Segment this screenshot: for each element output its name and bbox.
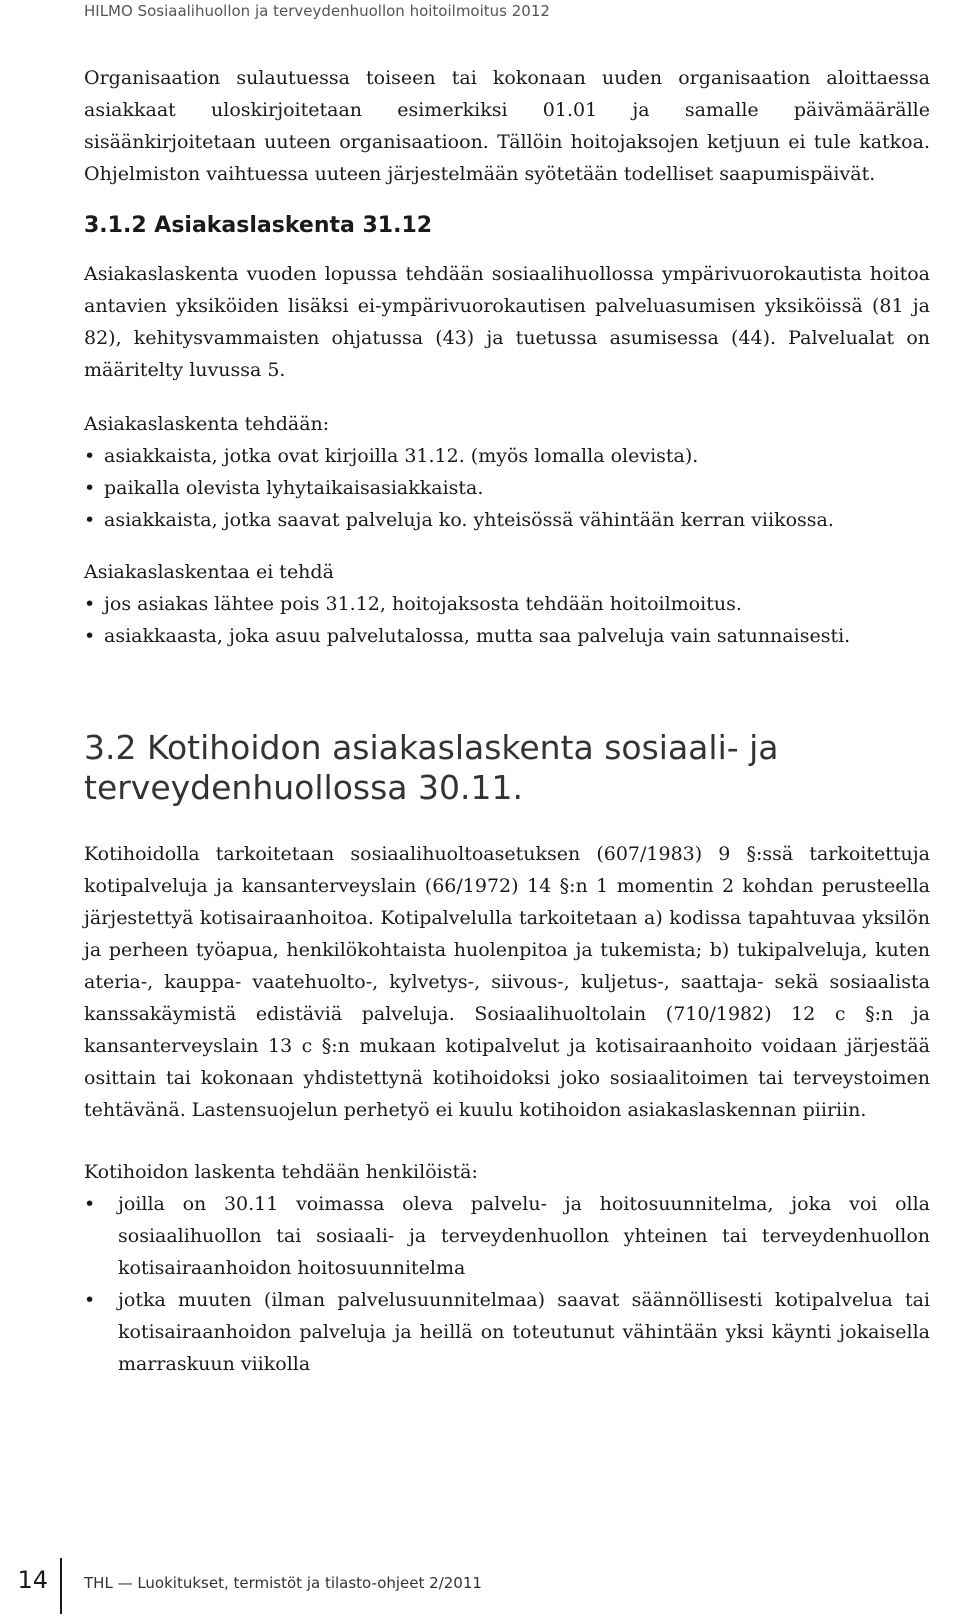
list-item: • paikalla olevista lyhytaikaisasiakkaista. (84, 472, 930, 504)
list-item: • jotka muuten (ilman palvelusuunnitelmaa) saavat säännöllisesti kotipalvelua tai kotisairaanhoidon palveluja ja heillä on toteutunut vähintään yksi käynti jokaisella marraskuun viikolla (84, 1284, 930, 1380)
not-done-list (84, 588, 930, 652)
list-item: • asiakkaista, jotka saavat palveluja ko. yhteisössä vähintään kerran viikossa. (84, 504, 930, 536)
page-number: 14 (17, 1566, 48, 1594)
count-list-intro: Kotihoidon laskenta tehdään henkilöistä: (84, 1161, 478, 1183)
intro-paragraph: Organisaation sulautuessa toiseen tai kokonaan uuden organisaation aloittaessa asiakkaat uloskirjoitetaan esimerkiksi 01.01 ja samalle päivämäärälle sisäänkirjoitetaan uuteen organisaatioon. Tällöin hoitojaksojen ketjuun ei tule katkoa. Ohjelmiston vaihtuessa uuteen järjestelmään syötetään todelliset saapumispäivät. (84, 67, 930, 185)
footer-publication: THL — Luokitukset, termistöt ja tilasto-ohjeet 2/2011 (84, 1574, 482, 1592)
section-heading-3-1-2: 3.1.2 Asiakaslaskenta 31.12 (84, 213, 433, 238)
list-item: • asiakkaista, jotka ovat kirjoilla 31.12. (myös lomalla olevista). (84, 440, 930, 472)
footer-divider (60, 1558, 62, 1614)
list-item: • asiakkaasta, joka asuu palvelutalossa, mutta saa palveluja vain satunnaisesti. (84, 620, 930, 652)
not-done-list-intro: Asiakaslaskentaa ei tehdä (84, 561, 334, 583)
list-item: • joilla on 30.11 voimassa oleva palvelu- ja hoitosuunnitelma, joka voi olla sosiaalihuollon tai sosiaali- ja terveydenhuollon yhteinen tai terveydenhuollon kotisairaanhoidon hoitosuunnitelma (84, 1188, 930, 1284)
section-heading-3-2: 3.2 Kotihoidon asiakaslaskenta sosiaali- ja terveydenhuollossa 30.11. (84, 728, 779, 807)
running-header: HILMO Sosiaalihuollon ja terveydenhuollon hoitoilmoitus 2012 (84, 2, 550, 20)
section-3-1-2-paragraph: Asiakaslaskenta vuoden lopussa tehdään sosiaalihuollossa ympärivuorokautista hoitoa antavien yksiköiden lisäksi ei-ympärivuorokautisen palveluasumisen yksiköissä (81 ja 82), kehitysvammaisten ohjatussa (43) ja tuetussa asumisessa (44). Palvelualat on määritelty luvussa 5. (84, 263, 930, 381)
page-content (84, 62, 930, 1380)
done-list-intro: Asiakaslaskenta tehdään: (84, 413, 330, 435)
list-item: • jos asiakas lähtee pois 31.12, hoitojaksosta tehdään hoitoilmoitus. (84, 588, 930, 620)
section-3-2-paragraph: Kotihoidolla tarkoitetaan sosiaalihuoltoasetuksen (607/1983) 9 §:ssä tarkoitettuja kotipalveluja ja kansanterveyslain (66/1972) 14 §:n 1 momentin 2 kohdan perusteella järjestettyä kotisairaanhoitoa. Kotipalvelulla tarkoitetaan a) kodissa tapahtuvaa yksilön ja perheen työapua, henkilökohtaista huolenpitoa ja tukemista; b) tukipalveluja, kuten ateria-, kauppa- vaatehuolto-, kylvetys-, siivous-, kuljetus-, saattaja- sekä sosiaalista kanssakäymistä edistäviä palveluja. Sosiaalihuoltolain (710/1982) 12 c §:n ja kansanterveyslain 13 c §:n mukaan kotipalvelut ja kotisairaanhoito voidaan järjestää osittain tai kokonaan yhdistettynä kotihoidoksi joko sosiaalitoimen tai terveystoimen tehtävänä. Lastensuojelun perhetyö ei kuulu kotihoidon asiakaslaskennan piiriin. (84, 843, 930, 1121)
count-list (84, 1188, 930, 1380)
done-list (84, 440, 930, 536)
